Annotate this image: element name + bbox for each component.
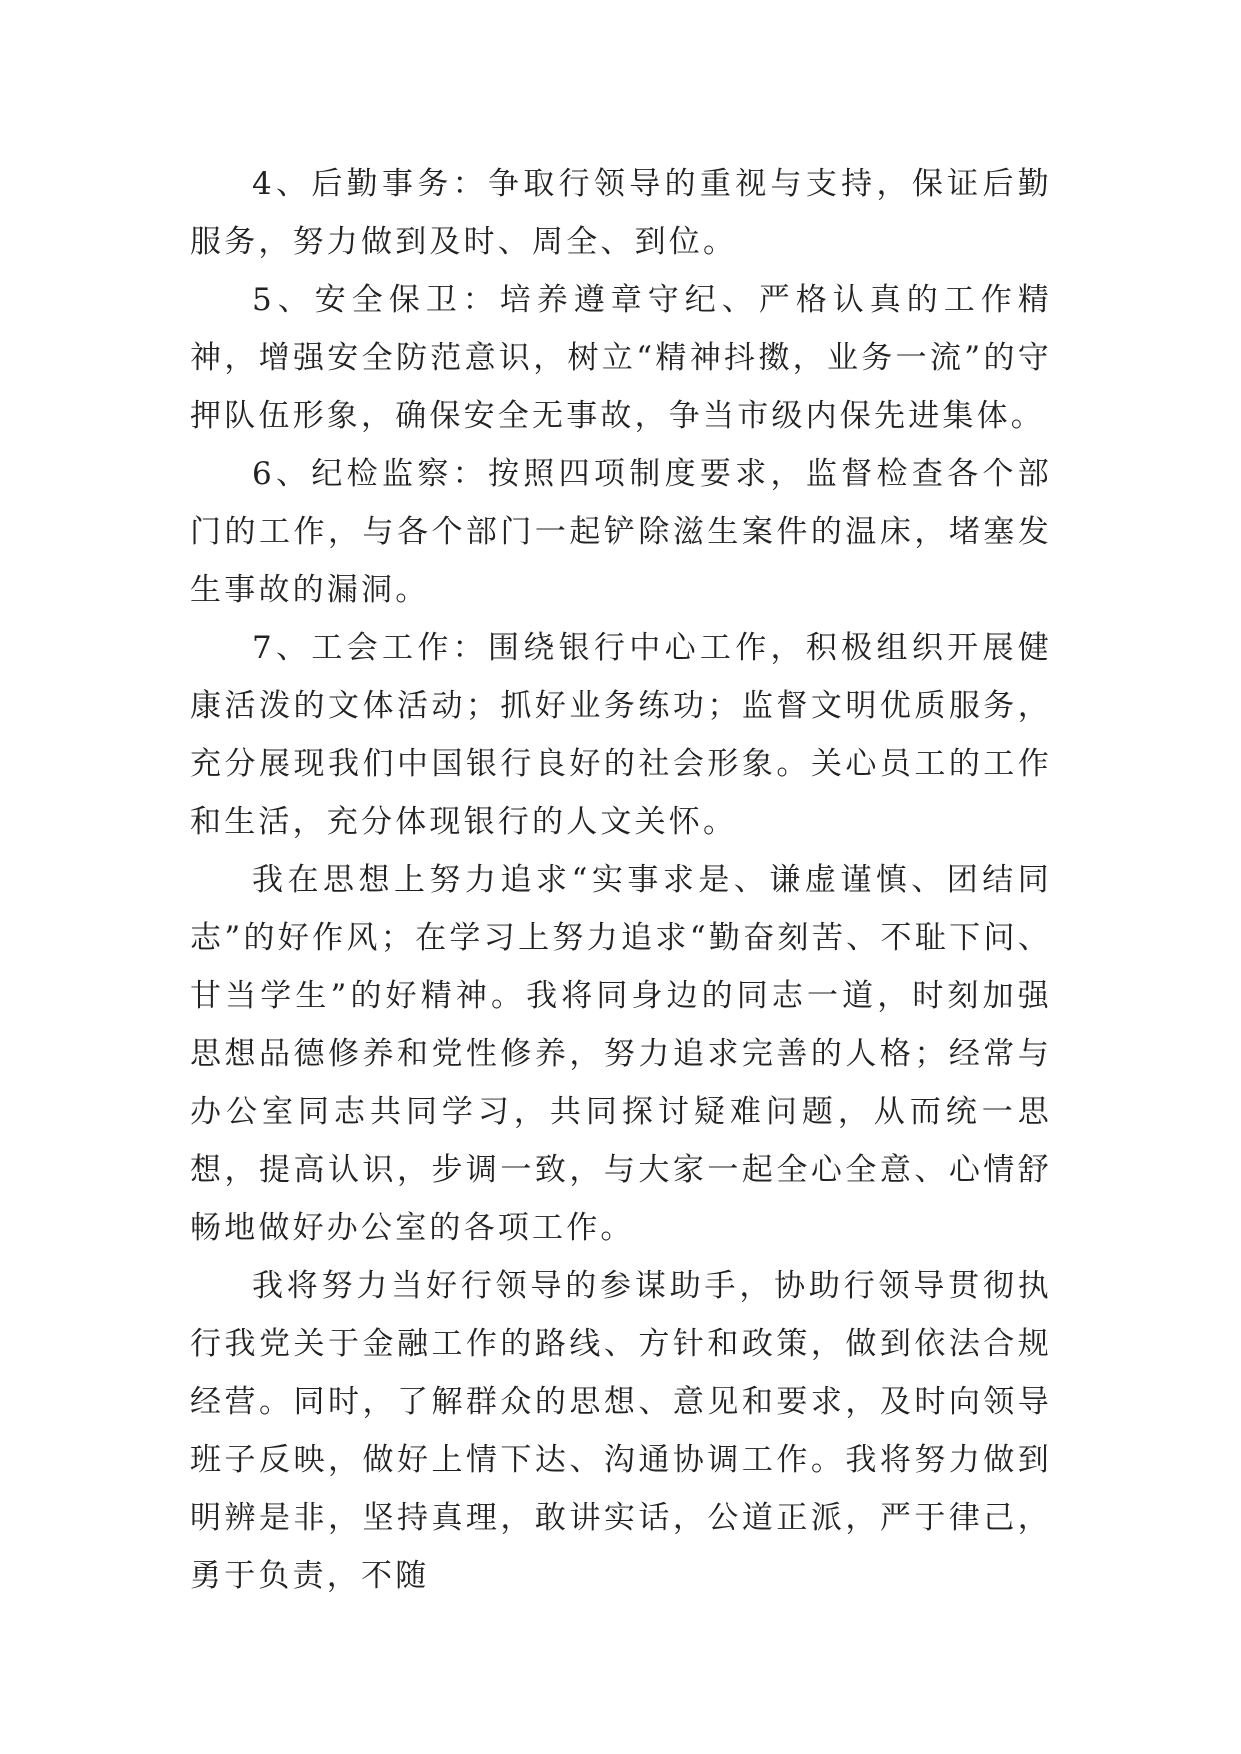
paragraph-security: 5、安全保卫：培养遵章守纪、严格认真的工作精神，增强安全防范意识，树立“精神抖擞，业务一流”的守押队伍形象，确保安全无事故，争当市级内保先进集体。 [190, 282, 1052, 434]
paragraph-union-work: 7、工会工作：围绕银行中心工作，积极组织开展健康活泼的文体活动；抓好业务练功；监督文明优质服务，充分展现我们中国银行良好的社会形象。关心员工的工作和生活，充分体现银行的人文关怀。 [190, 630, 1052, 840]
paragraph-discipline-inspection: 6、纪检监察：按照四项制度要求，监督检查各个部门的工作，与各个部门一起铲除滋生案件的温床，堵塞发生事故的漏洞。 [190, 456, 1052, 608]
paragraph-staff-assistant: 我将努力当好行领导的参谋助手，协助行领导贯彻执行我党关于金融工作的路线、方针和政策，做到依法合规经营。同时，了解群众的思想、意见和要求，及时向领导班子反映，做好上情下达、沟通协调工作。我将努力做到明辨是非，坚持真理，敢讲实话，公道正派，严于律己，勇于负责，不随 [190, 1268, 1052, 1594]
paragraph-ideology-study: 我在思想上努力追求“实事求是、谦虚谨慎、团结同志”的好作风；在学习上努力追求“勤奋刻苦、不耻下问、甘当学生”的好精神。我将同身边的同志一道，时刻加强思想品德修养和党性修养，努力追求完善的人格；经常与办公室同志共同学习，共同探讨疑难问题，从而统一思想，提高认识，步调一致，与大家一起全心全意、心情舒畅地做好办公室的各项工作。 [190, 862, 1052, 1246]
paragraph-logistics: 4、后勤事务：争取行领导的重视与支持，保证后勤服务，努力做到及时、周全、到位。 [190, 166, 1052, 260]
document-body [190, 155, 1052, 1605]
